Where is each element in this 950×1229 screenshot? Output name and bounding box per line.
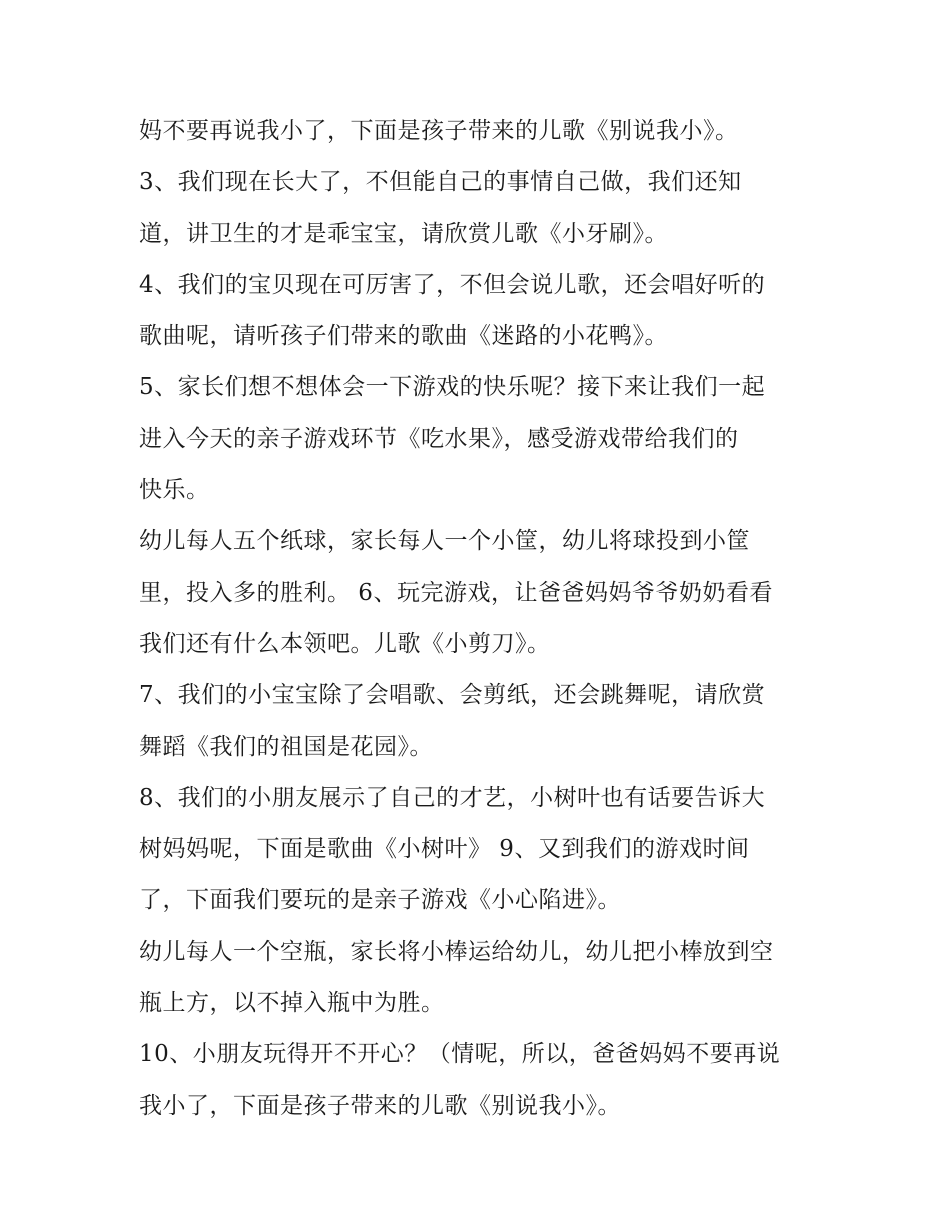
text-line: 快乐。	[139, 477, 210, 504]
document-body	[139, 106, 819, 1132]
text-line: 我们还有什么本领吧。儿歌《小剪刀》。	[139, 630, 551, 657]
text-line: 幼儿每人一个空瓶，家长将小棒运给幼儿，幼儿把小棒放到空	[139, 938, 774, 965]
text-line: 道，讲卫生的才是乖宝宝，请欣赏儿歌《小牙刷》。	[139, 220, 668, 247]
text-line: 舞蹈《我们的祖国是花园》。	[139, 733, 433, 760]
text-line: 我小了，下面是孩子带来的儿歌《别说我小》。	[139, 1092, 621, 1119]
text-line: 瓶上方，以不掉入瓶中为胜。	[139, 990, 445, 1017]
text-line: 3、我们现在长大了，不但能自己的事情自己做，我们还知	[139, 169, 742, 196]
text-line: 妈不要再说我小了，下面是孩子带来的儿歌《别说我小》。	[139, 118, 739, 144]
text-line: 4、我们的宝贝现在可厉害了，不但会说儿歌，还会唱好听的	[139, 271, 766, 298]
text-line: 里，投入多的胜利。 6、玩完游戏，让爸爸妈妈爷爷奶奶看看	[139, 579, 773, 606]
text-line: 树妈妈呢，下面是歌曲《小树叶》 9、又到我们的游戏时间	[139, 836, 750, 863]
text-line: 8、我们的小朋友展示了自己的才艺，小树叶也有话要告诉大	[139, 784, 766, 811]
text-line: 7、我们的小宝宝除了会唱歌、会剪纸，还会跳舞呢，请欣赏	[139, 682, 766, 709]
text-line: 5、家长们想不想体会一下游戏的快乐呢？接下来让我们一起	[139, 374, 766, 401]
text-line: 歌曲呢，请听孩子们带来的歌曲《迷路的小花鸭》。	[139, 323, 668, 350]
text-line: 了，下面我们要玩的是亲子游戏《小心陷进》。	[139, 887, 621, 914]
text-line: 进入今天的亲子游戏环节《吃水果》，感受游戏带给我们的	[139, 425, 739, 452]
text-line: 10、小朋友玩得开不开心？（情呢，所以，爸爸妈妈不要再说	[139, 1041, 781, 1068]
text-line: 幼儿每人五个纸球，家长每人一个小筐，幼儿将球投到小筐	[139, 528, 750, 555]
